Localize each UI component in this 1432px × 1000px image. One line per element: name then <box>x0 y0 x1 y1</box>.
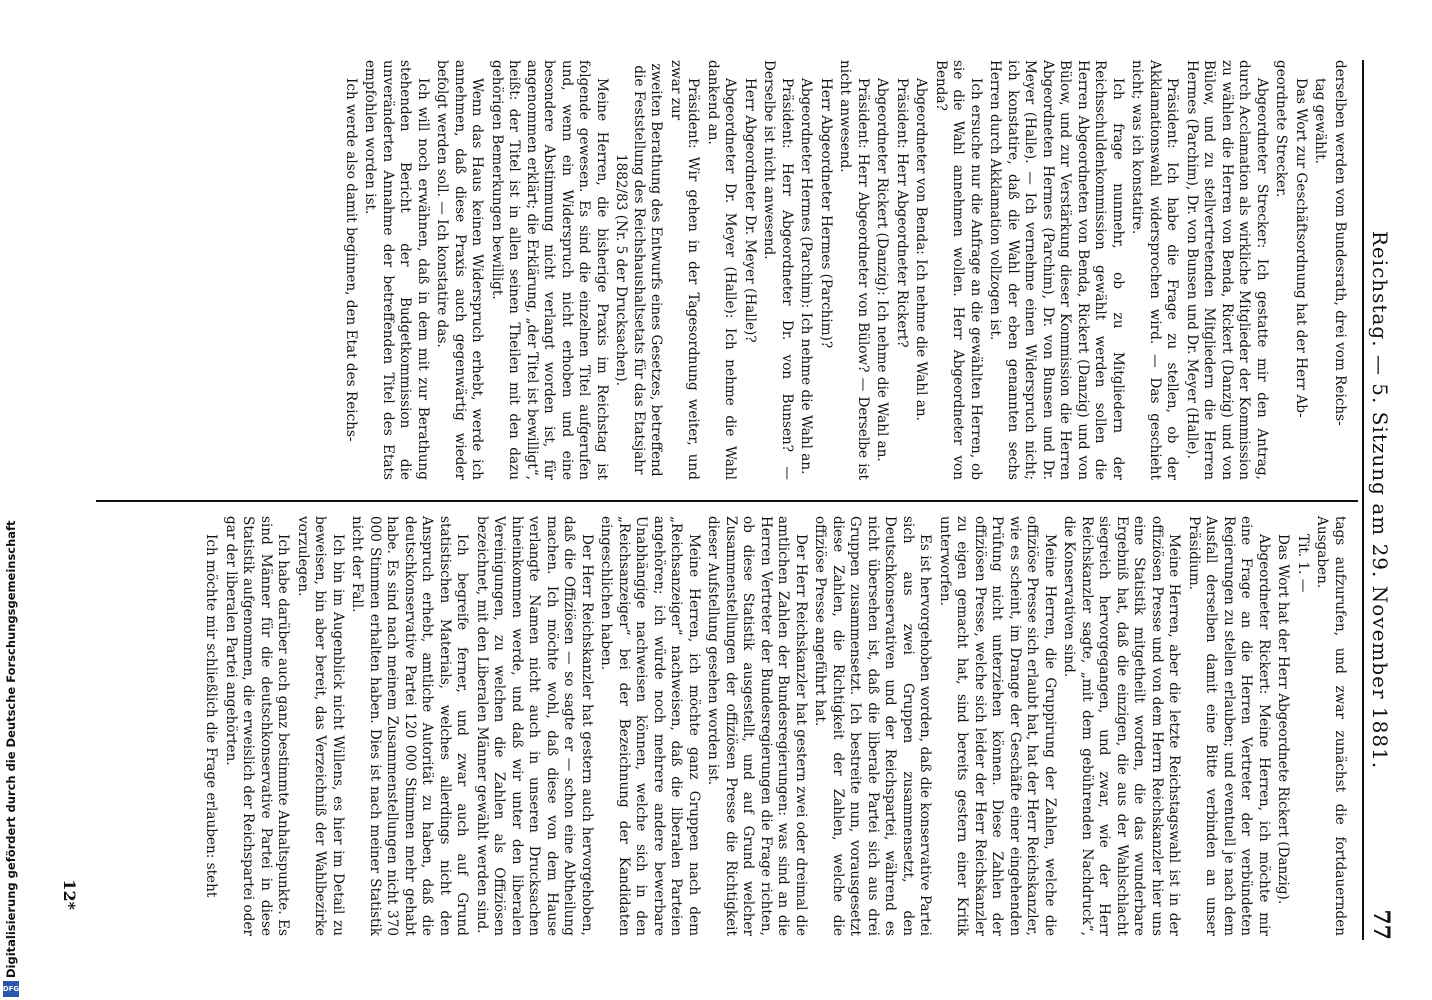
paragraph: Ich will noch erwähnen, daß in dem mit zur Berathung stehenden Bericht der Budgetkommission die unveränderten Annahme der betreffenden Titel des Etats empfohlen worden ist. <box>362 60 431 480</box>
paragraph: Wenn das Haus keinen Widerspruch erhebt, werde ich annehmen, daß diese Praxis auch gegenwärtig wieder befolgt werden soll. — Ich konstatire das. <box>434 60 486 480</box>
header-title: Reichstag. — 5. Sitzung am 29. November 1881. <box>1368 230 1392 770</box>
paragraph: Ich habe darüber auch ganz bestimmte Anhaltspunkte. Es sind Männer für die deutschkonservative Partei in diese Statistik aufgenommen, die erweislich der Reichspartei oder gar der liberalen Partei angehörten. <box>223 516 292 936</box>
paragraph: Meine Herren, ich möchte ganz Gruppen nach dem „Reichsanzeiger“ nachweisen, daß die liberalen Parteien angehören; ich würde noch mehrere andere bewerbare Unabhängige nachweisen können, welche sich in den „Reichsanzeiger“ bei der Bezeichnung der Kandidaten eingeschlichen haben. <box>598 516 702 936</box>
dfg-logo: DFG <box>3 981 19 997</box>
paragraph: Abgeordneter Rickert (Danzig): Ich nehme die Wahl an. <box>874 78 891 462</box>
column-divider <box>96 500 1358 502</box>
printer-signature: 12* <box>60 879 79 910</box>
paragraph: zweiten Berathung des Entwurfs eines Gesetzes, betreffend die Feststellung des Reichshaushaltsetats für das Etatsjahr 1882/83 (Nr. 5 der Drucksachen). <box>613 63 665 477</box>
paragraph: Der Herr Reichskanzler hat gestern auch hervorgehoben, daß die Offiziösen — so sagte er — schon eine Abtheilung machen. Ich möchte wohl, daß diese von dem Hause verlangte Namen nicht auch in unseren Drucksachen hineinkommen werde, und daß wir unter den liberalen Vereinigungen, zu welchen die Zahlen als Offiziösen bezeichnet, mit den Liberalen Männer gewählt werden sind. <box>474 516 595 936</box>
paragraph: Ich möchte mir schließlich die Frage erlauben: steht <box>203 534 220 898</box>
page-number: 77 <box>1368 909 1394 940</box>
paragraph: Abgeordneter Hermes (Parchim): Ich nehme die Wahl an. <box>798 78 815 475</box>
page-content <box>0 60 1432 940</box>
paragraph: Ich werde also damit beginnen, den Etat des Reichs- <box>343 78 359 442</box>
paragraph: Das Wort zur Geschäftsordnung hat der Herr Ab- <box>1293 78 1309 418</box>
paragraph: Präsident: Wir gehen in der Tagesordnung weiter, und zwar zur <box>668 60 702 480</box>
left-column <box>340 60 1349 480</box>
running-header <box>1362 60 1396 940</box>
paragraph: tags aufzurufen, und zwar zunächst die fortdauernden Ausgaben. <box>1314 516 1348 936</box>
paragraph: Der Herr Reichskanzler hat gestern zwei oder dreimal die amtlichen Zahlen der Bundesregierungen: was sind an die Herren Vertreter der Bundesregierungen die Frage richten, ob diese Statistik ausgestellt, und auf Grund welcher Zusammenstellungen der offiziösen Presse die Richtigkeit dieser Aufstellung gesehen worden ist. <box>705 516 809 936</box>
paragraph: Ich begreife ferner, und zwar auch auf Grund statistischen Materials, welches allerdings nicht den Anspruch erhebt, amtliche Autorität zu haben, daß die deutschkonservative Partei 120 000 Stimmen mehr gehabt habe. Es sind nach meinem Zusammenstellungen nicht 370 000 Stimmen erhalten haben. Dies ist nach meiner Statistik nicht der Fall. <box>349 516 471 936</box>
paragraph: Herr Abgeordneter Hermes (Parchim)? <box>818 78 834 349</box>
paragraph: tag gewählt. <box>1312 78 1329 164</box>
paragraph: Abgeordneter von Benda: Ich nehme die Wahl an. <box>913 78 930 421</box>
paragraph: Abgeordneter Dr. Meyer (Halle): Ich nehme die Wahl dankend an. <box>705 60 739 480</box>
paragraph: Präsident: Ich habe die Frage zu stellen, ob der Akklamationswahl widersprochen wird. — Das geschieht nicht; was ich konstatire. <box>1129 60 1181 480</box>
paragraph: Abgeordneter Rickert: Meine Herren, ich möchte mir eine Frage an die Herren Vertreter der verbündeten Regierungen zu stellen erlauben; und eventuell je nach dem Ausfall derselben damit eine Bitte verbinden an unser Präsidium. <box>1186 516 1272 936</box>
paragraph: Meine Herren, aber die letzte Reichstagswahl ist in der offiziösen Presse und von dem Herrn Reichskanzler hier uns eine Statistik mitgetheilt worden, die das wunderbare Ergebniß hat, daß die einzigen, die aus der Wahlschlacht siegreich hervorgegangen, und zwar, wie der Herr Reichskanzler sagte, „mit dem gebührenden Nachdruck“, die Konservativen sind. <box>1061 516 1183 936</box>
paragraph: Abgeordneter Strecker: Ich gestatte mir den Antrag, durch Acclamation als wirkliche Mitglieder der Kommission zu wählen die Herren von Benda, Rickert (Danzig) und von Bülow, und zu stellvertretenden Mitgliedern die Herren Hermes (Parchim), Dr. von Bunsen und Dr. Meyer (Halle). <box>1184 60 1270 480</box>
paragraph: Präsident: Herr Abgeordneter Rickert? <box>894 78 910 348</box>
paragraph: Präsident: Herr Abgeordneter von Bülow? — Derselbe ist nicht anwesend. <box>837 60 871 480</box>
funding-credit: Digitalisierung gefördert durch die Deutsche Forschungsgemeinschaft <box>4 520 18 978</box>
paragraph: Herr Abgeordneter Dr. Meyer (Halle)? <box>742 78 758 343</box>
paragraph: Ich frage nunmehr, ob zu Mitgliedern der Reichsschuldenkommission gewählt werden sollen die Herren Abgeordneten von Benda, Rickert (Danzig) und von Bülow, und zur Verstärkung dieser Kommission die Herren Abgeordneten Hermes (Parchim), Dr. von Bunsen und Dr. Meyer (Halle). — Ich vernehme einen Widerspruch nicht; ich konstatire, daß die Wahl der eben genannten sechs Herren durch Akklamation vollzogen ist. <box>987 60 1126 480</box>
paragraph: Es ist hervorgehoben worden, daß die konservative Partei sich aus zwei Gruppen zusammensetzt, den Deutschkonservativen und der Reichspartei, während es nicht übersehen ist, daß die liberale Partei sich aus drei Gruppen zusammensetzt. Ich bestreite nun, vorausgesetzt diese Zahlen, die Richtigkeit der Zahlen, welche die offiziöse Presse angeführt hat. <box>812 516 934 936</box>
paragraph: Meine Herren, die bisherige Praxis im Reichstag ist folgende gewesen. Es sind die einzelnen Titel aufgerufen und, wenn ein Widerspruch nicht erhoben und eine besondere Abstimmung nicht verlangt worden ist, für angenommen erklärt; die Erklärung, „der Titel ist bewilligt“, heißt: der Titel ist in allen seinen Theilen mit den dazu gehörigen Bemerkungen bewilligt. <box>489 60 610 480</box>
right-column <box>200 516 1348 936</box>
paragraph: Das Wort hat der Herr Abgeordnete Rickert (Danzig). <box>1275 534 1292 905</box>
paragraph: Präsident: Herr Abgeordneter Dr. von Bunsen? — Derselbe ist nicht anwesend. <box>761 60 795 480</box>
digitization-sidebar <box>0 0 24 1000</box>
paragraph: geordnete Strecker. <box>1273 60 1290 198</box>
paragraph: Ich bin im Augenblick nicht Willens, es hier im Detail zu beweisen, bin aber bereit, das Verzeichniß der Wahlbezirke vorzulegen. <box>295 516 346 936</box>
paragraph: derselben werden vom Bundesrath, drei vom Reichs- <box>1332 60 1348 426</box>
paragraph: Ich ersuche nur die Anfrage an die gewählten Herren, ob sie die Wahl annehmen wollen. Herr Abgeordneter von Benda? <box>933 60 984 480</box>
paragraph: Meine Herren, die Gruppirung der Zahlen, welche die offiziöse Presse sich erlaubt hat, hat der Herr Reichskanzler, wie es scheint, im Drange der Geschäfte einer eingehenden Prüfung nicht unterziehen können. Diese Zahlen der offiziösen Presse, welche sich leider der Herr Reichskanzler zu eigen gemacht hat, sind bereits gestern einer Kritik unterworfen. <box>937 516 1058 936</box>
paragraph: Tit. 1. — <box>1295 534 1311 593</box>
